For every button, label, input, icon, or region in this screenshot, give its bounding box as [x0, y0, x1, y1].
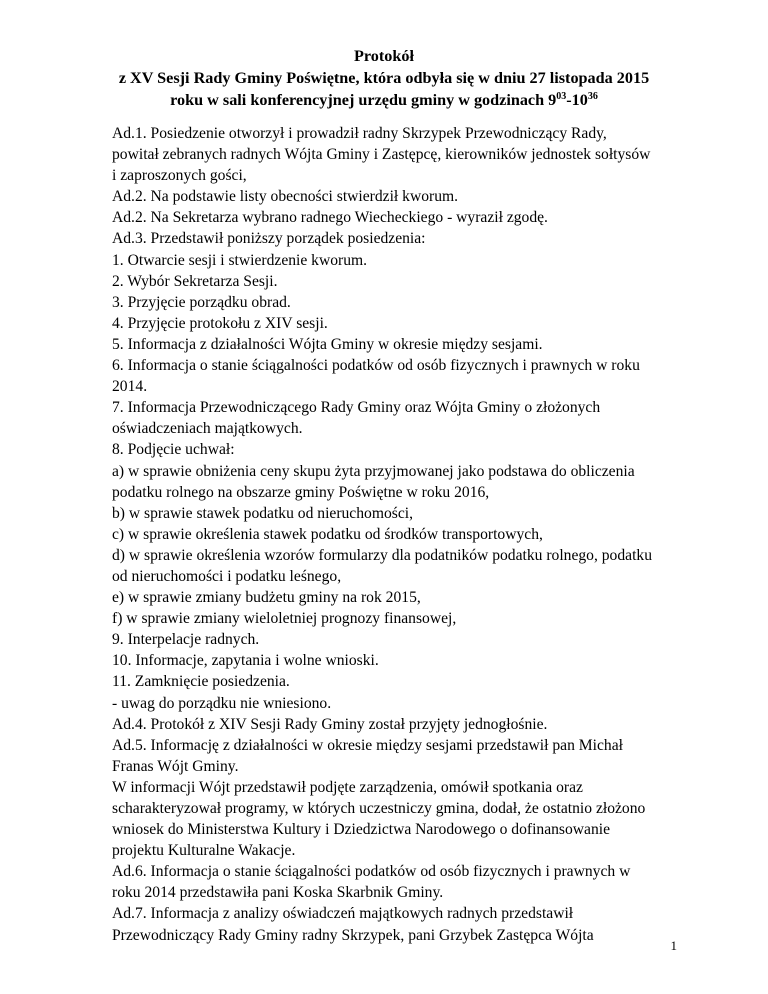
body-line: oświadczeniach majątkowych.	[112, 420, 303, 438]
body-line: 5. Informacja z działalności Wójta Gminy w okresie między sesjami.	[112, 335, 543, 353]
body-line: Franas Wójt Gminy.	[112, 757, 239, 775]
body-line: Ad.3. Przedstawił poniższy porządek posiedzenia:	[112, 230, 426, 248]
body-line: Ad.7. Informacja z analizy oświadczeń majątkowych radnych przedstawił	[112, 905, 574, 923]
body-line: Ad.1. Posiedzenie otworzył i prowadził radny Skrzypek Przewodniczący Rady,	[112, 125, 607, 142]
body-line: 1. Otwarcie sesji i stwierdzenie kworum.	[112, 251, 368, 269]
body-line: scharakteryzował programy, w których uczestniczy gmina, dodał, że ostatnio złożono	[112, 800, 646, 817]
document-heading	[0, 45, 768, 111]
body-line: 8. Podjęcie uchwał:	[112, 441, 235, 459]
body-line: projektu Kulturalne Wakacje.	[112, 842, 296, 860]
body-line: Ad.4. Protokół z XIV Sesji Rady Gminy został przyjęty jednogłośnie.	[112, 715, 548, 733]
time-end-minutes: 36	[587, 91, 598, 102]
protocol-body	[112, 123, 682, 946]
body-line: b) w sprawie stawek podatku od nieruchomości,	[112, 504, 413, 522]
body-line: Przewodniczący Rady Gminy radny Skrzypek, pani Grzybek Zastępca Wójta	[112, 926, 594, 944]
body-line: 7. Informacja Przewodniczącego Rady Gminy oraz Wójta Gminy o złożonych	[112, 399, 601, 417]
body-line: Ad.6. Informacja o stanie ściągalności podatków od osób fizycznych i prawnych w	[112, 863, 631, 881]
body-line: 6. Informacja o stanie ściągalności podatków od osób fizycznych i prawnych w roku	[112, 357, 640, 375]
body-line: od nieruchomości i podatku leśnego,	[112, 567, 342, 585]
body-line: f) w sprawie zmiany wieloletniej prognozy finansowej,	[112, 610, 457, 628]
body-line: i zaproszonych gości,	[112, 167, 247, 185]
body-line: d) w sprawie określenia wzorów formularzy dla podatników podatku rolnego, podatku	[112, 546, 653, 564]
body-line: 10. Informacje, zapytania i wolne wnioski.	[112, 652, 379, 670]
body-line: c) w sprawie określenia stawek podatku od środków transportowych,	[112, 525, 543, 543]
body-line: podatku rolnego na obszarze gminy Poświętne w roku 2016,	[112, 483, 490, 501]
session-location-time	[0, 89, 768, 111]
body-line: 4. Przyjęcie protokołu z XIV sesji.	[112, 314, 328, 332]
body-line: powitał zebranych radnych Wójta Gminy i Zastępcę, kierowników jednostek sołtysów	[112, 146, 651, 164]
body-line: 2014.	[112, 378, 148, 396]
body-line: Ad.2. Na Sekretarza wybrano radnego Wiecheckiego - wyraził zgodę.	[112, 209, 548, 227]
body-line: Ad.5. Informację z działalności w okresie między sesjami przedstawił pan Michał	[112, 736, 623, 754]
body-line: 2. Wybór Sekretarza Sesji.	[112, 272, 278, 290]
page-number: 1	[670, 938, 677, 953]
document-title: Protokół	[354, 47, 414, 65]
session-description: z XV Sesji Rady Gminy Poświętne, która odbyła się w dniu 27 listopada 2015	[118, 69, 650, 87]
body-line: 11. Zamknięcie posiedzenia.	[112, 673, 290, 691]
body-line: a) w sprawie obniżenia ceny skupu żyta przyjmowanej jako podstawa do obliczenia	[112, 462, 635, 480]
time-separator: -10	[566, 91, 588, 109]
session-location-text: roku w sali konferencyjnej urzędu gminy w godzinach 9	[170, 91, 557, 109]
body-line: Ad.2. Na podstawie listy obecności stwierdził kworum.	[112, 188, 459, 206]
body-line: W informacji Wójt przedstawił podjęte zarządzenia, omówił spotkania oraz	[112, 778, 583, 796]
body-line: - uwag do porządku nie wniesiono.	[112, 694, 332, 712]
time-start-minutes: 03	[556, 91, 567, 102]
body-line: 3. Przyjęcie porządku obrad.	[112, 293, 291, 311]
body-line: wniosek do Ministerstwa Kultury i Dziedzictwa Narodowego o dofinansowanie	[112, 821, 611, 839]
body-line: 9. Interpelacje radnych.	[112, 631, 260, 649]
body-line: e) w sprawie zmiany budżetu gminy na rok 2015,	[112, 589, 421, 607]
body-line: roku 2014 przedstawiła pani Koska Skarbnik Gminy.	[112, 884, 444, 902]
